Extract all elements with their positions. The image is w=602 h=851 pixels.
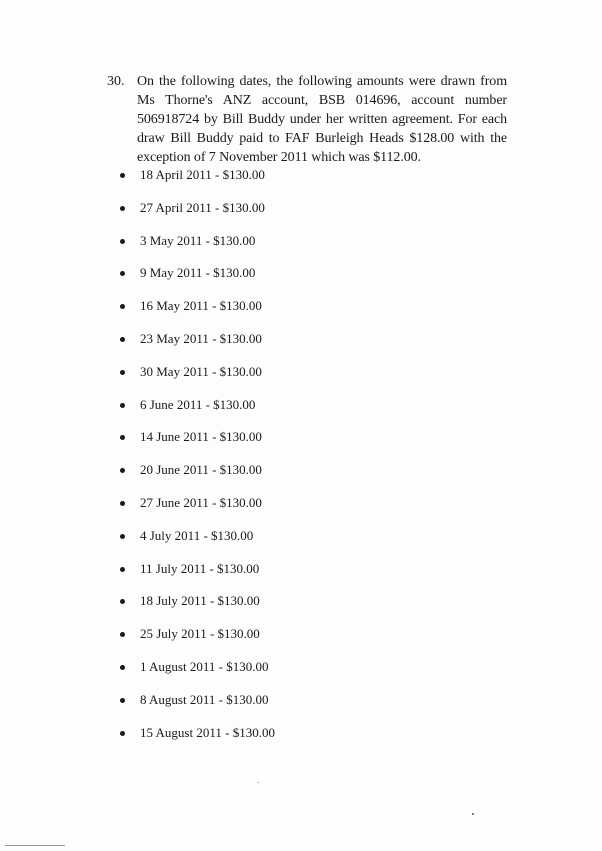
list-item	[0, 296, 400, 316]
list-item-text: 18 July 2011 - $130.00	[140, 593, 260, 609]
bullet-icon	[120, 501, 125, 506]
list-item-text: 8 August 2011 - $130.00	[140, 691, 269, 707]
paragraph-text: On the following dates, the following amounts were drawn from Ms Thorne's ANZ account, BSB 014696, account number 506918724 by Bill Buddy under her written agreement. For each draw Bill Buddy paid to FAF Burleigh Heads $128.00 with the exception of 7 November 2011 which was $112.00.	[137, 74, 507, 165]
bullet-icon	[120, 403, 125, 408]
list-item	[0, 395, 400, 415]
bullet-icon	[120, 370, 125, 375]
list-item-text: 20 June 2011 - $130.00	[140, 462, 262, 478]
bullet-icon	[120, 271, 125, 276]
list-item	[0, 198, 400, 218]
bullet-icon	[120, 731, 125, 736]
list-item-text: 9 May 2011 - $130.00	[140, 265, 256, 281]
footer-rule	[5, 845, 65, 846]
list-item-text: 30 May 2011 - $130.00	[140, 363, 262, 379]
list-item-text: 27 April 2011 - $130.00	[140, 199, 265, 215]
bullet-icon	[120, 239, 125, 244]
list-item	[0, 526, 400, 546]
list-item	[0, 624, 400, 644]
paragraph-number: 30.	[107, 74, 125, 89]
list-item	[0, 231, 400, 251]
list-item	[0, 493, 400, 513]
list-item	[0, 591, 400, 611]
scan-speck	[258, 782, 259, 783]
bullet-icon	[120, 632, 125, 637]
list-item	[0, 460, 400, 480]
bullet-icon	[120, 534, 125, 539]
list-item	[0, 657, 400, 677]
bullet-icon	[120, 337, 125, 342]
list-item-text: 1 August 2011 - $130.00	[140, 659, 269, 674]
list-item	[0, 362, 400, 382]
bullet-icon	[120, 599, 125, 604]
bullet-icon	[120, 304, 125, 309]
list-item-text: 6 June 2011 - $130.00	[140, 396, 256, 412]
bullet-icon	[120, 173, 125, 178]
list-item-text: 11 July 2011 - $130.00	[140, 560, 260, 576]
list-item	[0, 559, 400, 579]
list-item-text: 3 May 2011 - $130.00	[140, 232, 256, 248]
list-item-text: 16 May 2011 - $130.00	[140, 298, 262, 314]
bullet-icon	[120, 665, 125, 670]
list-item	[0, 723, 400, 743]
list-item	[0, 329, 400, 349]
list-item-text: 14 June 2011 - $130.00	[140, 429, 262, 445]
bullet-icon	[120, 435, 125, 440]
bullet-icon	[120, 698, 125, 703]
list-item-text: 27 June 2011 - $130.00	[140, 495, 262, 510]
list-item-text: 15 August 2011 - $130.00	[140, 724, 275, 740]
list-item	[0, 690, 400, 710]
list-item-text: 25 July 2011 - $130.00	[140, 626, 260, 642]
bullet-icon	[120, 206, 125, 211]
bullet-icon	[120, 567, 125, 572]
list-item-text: 4 July 2011 - $130.00	[140, 527, 254, 543]
list-item	[0, 263, 400, 283]
list-item	[0, 427, 400, 447]
bullet-icon	[120, 468, 125, 473]
list-item-text: 23 May 2011 - $130.00	[140, 331, 262, 346]
list-item	[0, 165, 400, 185]
scan-speck	[472, 813, 474, 815]
list-item-text: 18 April 2011 - $130.00	[140, 167, 265, 182]
